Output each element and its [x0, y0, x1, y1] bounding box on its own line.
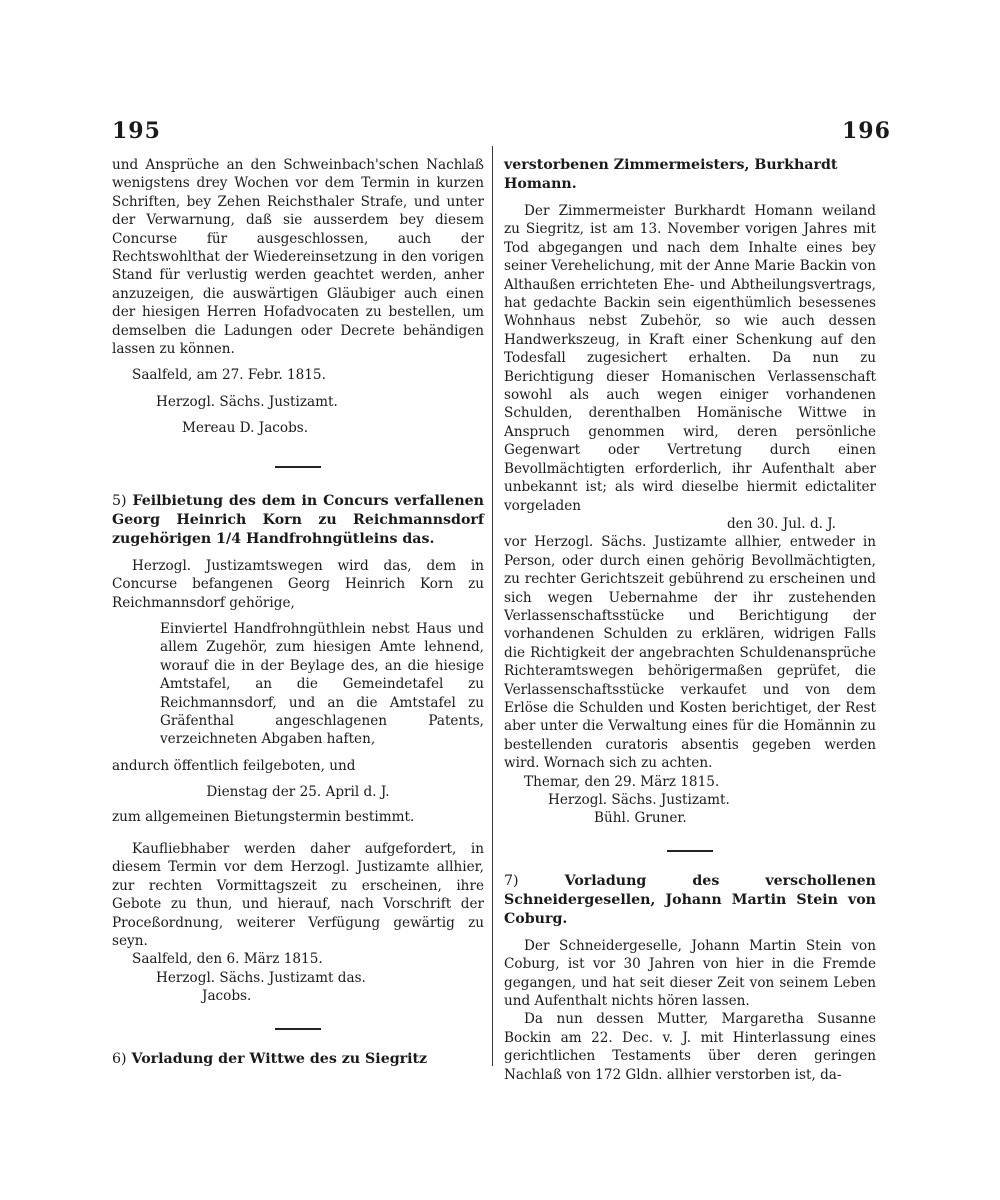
section-6-summons-date: den 30. Jul. d. J. — [726, 515, 836, 532]
section-7-paragraph-2: Da nun dessen Mutter, Margaretha Susanne Bockin am 22. Dec. v. J. mit Hinterlassung eines gerichtlichen Testaments über deren geringen Nachlaß von 172 Gldn. allhier verstorben ist, da- — [504, 1011, 876, 1083]
section-7-title: Vorladung des verschollenen Schneidergesellen, Johann Martin Stein von Coburg. — [504, 872, 876, 927]
place-date-saalfeld-mar: Saalfeld, den 6. März 1815. — [132, 951, 323, 968]
column-divider — [492, 146, 493, 1066]
section-5-number: 5) — [112, 492, 127, 509]
section-separator-3 — [667, 850, 713, 852]
signers-3: Bühl. Gruner. — [594, 810, 687, 827]
section-5-paragraph-1: Herzogl. Justizamtswegen wird das, dem in Concurse befangenen Georg Heinrich Korn zu Reichmannsdorf gehörige, — [112, 557, 484, 611]
section-7-heading — [504, 872, 876, 929]
section-5-title: Feilbietung des dem in Concurs verfallenen Georg Heinrich Korn zu Reichmannsdorf zugehörigen 1/4 Handfrohngütleins das. — [112, 492, 484, 547]
section-6-paragraph-2: vor Herzogl. Sächs. Justizamte allhier, entweder in Person, oder durch einen gehörig Bevollmächtigten, zu rechter Gerichtszeit gebührend zu erscheinen und sich wegen Uebernahme der ihr zustehenden Verlassenschaftsstücke und Berichtigung der vorhandenen Schulden zu erklären, widrigen Falls die Richtigkeit der angebrachten Schuldenansprüche Richteramtswegen behörigermaßen geprüfet, die Verlassenschaftsstücke verkaufet und von dem Erlöse die Schulden und Kosten berichtiget, der Rest aber unter die Verwaltung eines für die Homännin zu bestellenden curatoris absentis gegeben werden wird. Wornach sich zu achten. — [504, 534, 876, 772]
page-number-right: 196 — [842, 118, 891, 144]
section-separator-1 — [275, 466, 321, 468]
section-5-offered-line: andurch öffentlich feilgeboten, und — [112, 757, 356, 774]
left-column — [112, 156, 484, 1069]
signers-1: Mereau D. Jacobs. — [182, 420, 309, 437]
section-5-property-description: Einviertel Handfrohngüthlein nebst Haus und allem Zugehör, zum hiesigen Amte lehnend, worauf die in der Beylage des, an die hiesige Amtstafel, an die Gemeindetafel zu Reichmannsdorf, und an die Amtstafel zu Gräfenthal angeschlagenen Patents, verzeichneten Abgaben haften, — [160, 620, 484, 748]
section-7-number: 7) — [504, 872, 519, 889]
intro-paragraph: und Ansprüche an den Schweinbach'schen Nachlaß wenigstens drey Wochen vor dem Termin in kurzen Schriften, bey Zehen Reichsthaler Strafe, und unter der Verwarnung, daß sie ausserdem bey diesem Concurse für ausgeschlossen, auch der Rechtswohlthat der Wiedereinsetzung in den vorigen Stand für verlustig werden geachtet werden, anher anzuzeigen, die auswärtigen Gläubiger auch einen der hiesigen Herren Hofadvocaten zu bestellen, um demselben die Ladungen oder Decrete behändigen lassen zu können. — [112, 157, 484, 358]
section-5-paragraph-2: Kaufliebhaber werden daher aufgefordert, in diesem Termin vor dem Herzogl. Justizamte allhier, zur rechten Vormittagszeit zu erscheinen, ihre Gebote zu thun, und hierauf, nach Vorschrift der Proceßordnung, weiterer Verfügung gewärtig zu seyn. — [112, 840, 484, 949]
court-office-signature-3: Herzogl. Sächs. Justizamt. — [548, 792, 730, 808]
court-office-signature-2: Herzogl. Sächs. Justizamt das. — [156, 969, 366, 986]
section-6-number: 6) — [112, 1050, 127, 1067]
section-6-heading — [112, 1050, 484, 1069]
page-number-left: 195 — [112, 118, 161, 144]
place-date-saalfeld-feb: Saalfeld, am 27. Febr. 1815. — [132, 367, 326, 384]
signers-2: Jacobs. — [202, 988, 252, 1005]
place-date-themar: Themar, den 29. März 1815. — [524, 773, 720, 790]
right-column — [504, 156, 876, 1084]
section-6-paragraph-1: Der Zimmermeister Burkhardt Homann weiland zu Siegritz, ist am 13. November vorigen Jahres mit Tod abgegangen und nach dem Inhalte eines bey seiner Verehelichung, mit der Anne Marie Backin von Althaußen errichteten Ehe- und Abtheilungsvertrags, hat gedachte Backin sein eigenthümlich besessenes Wohnhaus nebst Zubehör, so wie auch dessen Handwerkszeug, in Kraft einer Schenkung auf den Todesfall zugesichert erhalten. Da nun zu Berichtigung dieser Homanischen Verlassenschaft sowohl als auch wegen einiger vorhandenen Schulden, derenthalben Homänische Wittwe in Anspruch genommen wird, deren persönliche Gegenwart oder Vertretung durch einen Bevollmächtigten erforderlich, ihr Aufenthalt aber unbekannt ist; als wird dieselbe hiermit edictaliter vorgeladen — [504, 203, 876, 514]
section-6-title-continued: verstorbenen Zimmermeisters, Burkhardt Homann. — [504, 157, 838, 192]
section-7-paragraph-1: Der Schneidergeselle, Johann Martin Stein von Coburg, ist vor 30 Jahren von hier in die Fremde gegangen, und hat seit dieser Zeit von seinem Leben und Aufenthalt nichts hören lassen. — [504, 937, 876, 1010]
section-5-heading — [112, 492, 484, 549]
court-office-signature-1: Herzogl. Sächs. Justizamt. — [156, 393, 338, 410]
section-5-bidding-line: zum allgemeinen Bietungstermin bestimmt. — [112, 808, 415, 825]
section-6-title: Vorladung der Wittwe des zu Siegritz — [131, 1050, 428, 1067]
section-5-auction-date: Dienstag der 25. April d. J. — [206, 784, 390, 801]
section-separator-2 — [275, 1028, 321, 1030]
